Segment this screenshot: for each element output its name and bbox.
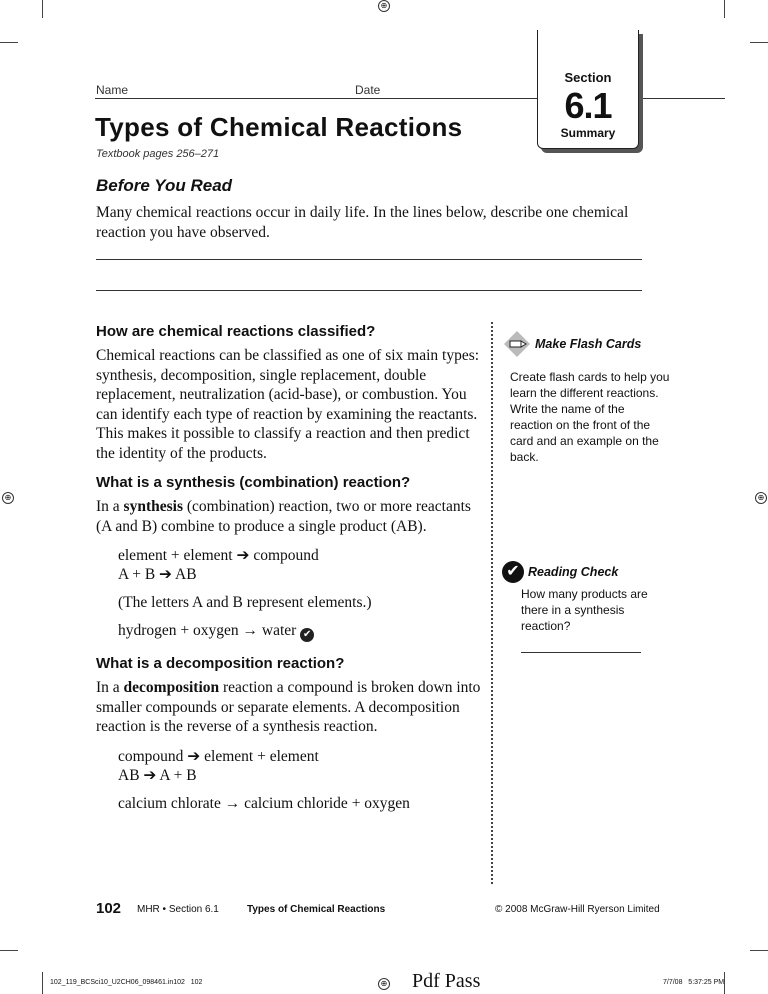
decomposition-heading: What is a decomposition reaction? (96, 655, 345, 672)
decomposition-equation-words: compound ➔ element + element (118, 747, 319, 765)
slug-date: 7/7/08 5:37:25 PM (663, 979, 725, 986)
pencil-diamond-icon (504, 331, 530, 357)
crop-mark (0, 42, 18, 43)
term-decomposition: decomposition (123, 679, 220, 696)
page-title: Types of Chemical Reactions (95, 112, 463, 142)
registration-mark-icon: ⊕ (378, 0, 390, 12)
section-badge (537, 30, 639, 149)
registration-mark-icon: ⊕ (755, 492, 767, 504)
registration-mark-icon: ⊕ (378, 978, 390, 990)
classified-heading: How are chemical reactions classified? (96, 323, 376, 340)
flash-cards-text: Create flash cards to help you learn the different reactions. Write the name of the reaction on the front of the card and an example on the back. (510, 370, 670, 464)
reading-check-title: Reading Check (528, 565, 619, 579)
section-number: 6.1 (564, 85, 612, 126)
synthesis-heading: What is a synthesis (combination) reaction? (96, 474, 411, 491)
slug-file: 102_119_BCSci10_U2CH06_098461.in102 102 (50, 979, 203, 986)
before-you-read-heading: Before You Read (96, 176, 233, 195)
decomposition-equation-letters: AB ➔ A + B (118, 766, 197, 784)
footer-chapter: Types of Chemical Reactions (247, 904, 386, 915)
synthesis-example: hydrogen + oxygen → water ✔ (118, 621, 488, 642)
main-column (96, 322, 488, 825)
crop-mark (724, 0, 725, 18)
classified-text: Chemical reactions can be classified as one of six main types: synthesis, decomposition, single replacement, double replacement, neutralization (acid-base), or combustion. You can identify each type of reaction by examining the reactants. This makes it possible to classify a reaction and then predict the identity of the products. (96, 347, 480, 462)
column-divider (491, 322, 493, 884)
footer-copyright: © 2008 McGraw-Hill Ryerson Limited (495, 904, 660, 915)
footer-publisher: MHR • Section 6.1 (137, 904, 219, 915)
section-label: Section (564, 70, 612, 85)
decomposition-text: In a decomposition reaction a compound is broken down into smaller compounds or separate elements. A decomposition reaction is the reverse of a synthesis reaction. (96, 679, 481, 735)
synthesis-equation-letters: A + B ➔ AB (118, 566, 197, 583)
name-label: Name (96, 83, 129, 97)
reading-check-marker-icon: ✔ (300, 628, 314, 642)
date-label: Date (355, 83, 381, 97)
section-type: Summary (560, 126, 616, 140)
flash-cards-title: Make Flash Cards (535, 337, 642, 351)
synthesis-equation-words: element + element ➔ compound (118, 547, 319, 564)
crop-mark (42, 972, 43, 994)
synthesis-note: (The letters A and B represent elements.) (118, 594, 372, 611)
decomposition-example: calcium chlorate → calcium chloride + oxygen (118, 794, 410, 812)
pdf-pass-label: Pdf Pass (412, 970, 481, 992)
synthesis-text: In a synthesis (combination) reaction, two or more reactants (A and B) combine to produce a single product (AB). (96, 498, 471, 535)
crop-mark (42, 0, 43, 18)
registration-mark-icon: ⊕ (2, 492, 14, 504)
answer-line[interactable] (96, 290, 642, 291)
textbook-pages: Textbook pages 256–271 (96, 148, 220, 160)
page-number: 102 (96, 900, 122, 917)
term-synthesis: synthesis (123, 498, 183, 515)
reading-check-question: How many products are there in a synthesis reaction? (521, 587, 648, 633)
answer-line[interactable] (96, 259, 642, 260)
crop-mark (750, 42, 768, 43)
before-you-read-text: Many chemical reactions occur in daily life. In the lines below, describe one chemical reaction you have observed. (96, 204, 629, 241)
crop-mark (724, 972, 725, 994)
reading-check-icon: ✔ (502, 561, 524, 583)
reading-check-answer-line[interactable] (521, 652, 641, 653)
crop-mark (0, 950, 18, 951)
crop-mark (750, 950, 768, 951)
